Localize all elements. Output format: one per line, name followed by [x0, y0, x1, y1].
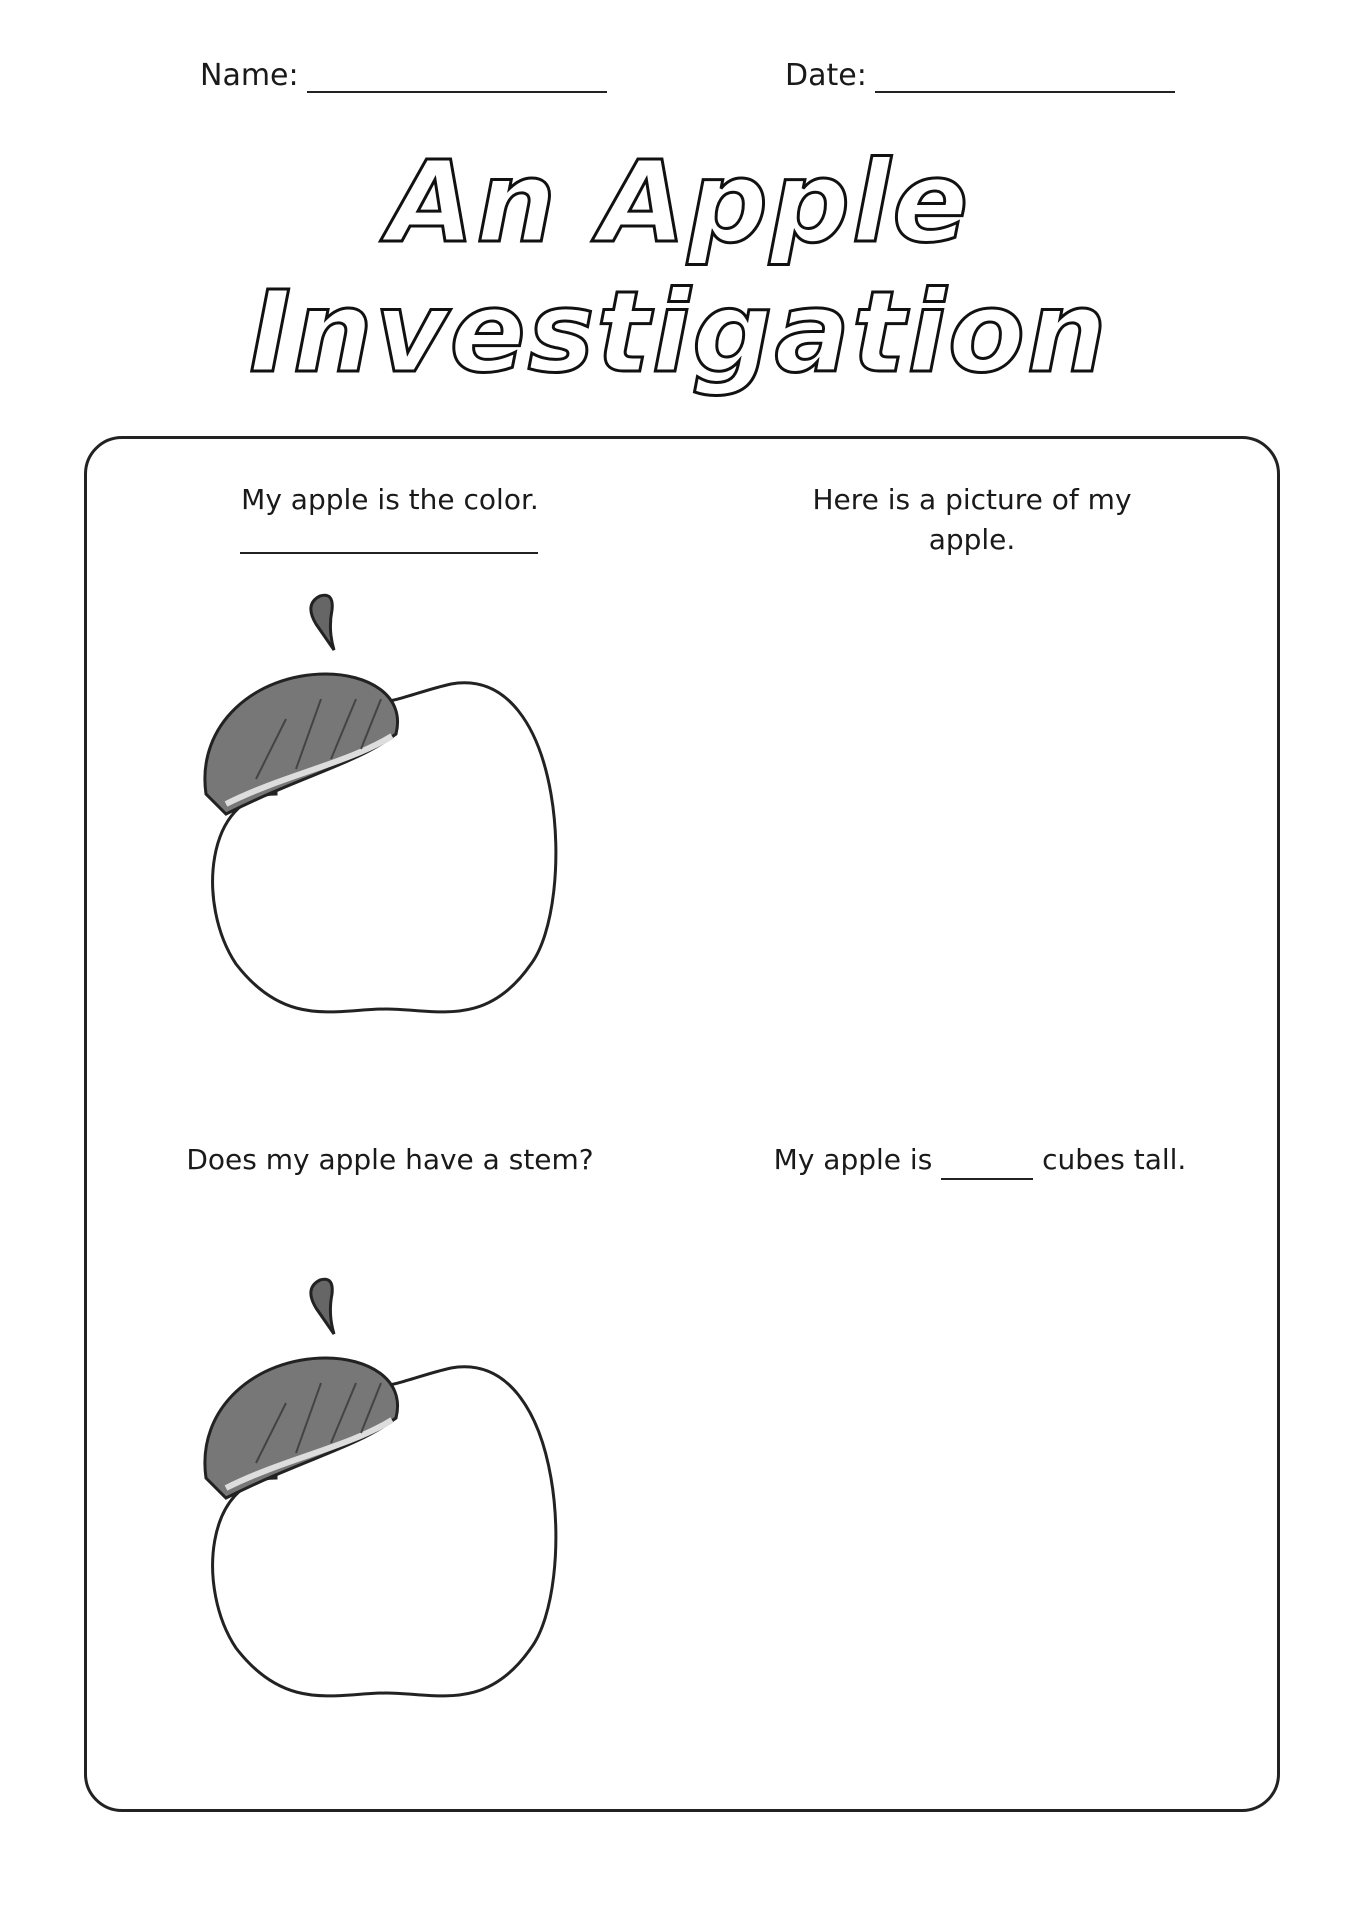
- apple-with-leaf-icon: [196, 584, 576, 1014]
- cubes-blank[interactable]: [941, 1152, 1033, 1180]
- title-line-2: Investigation: [249, 268, 1109, 398]
- date-field[interactable]: [785, 58, 1175, 93]
- date-line[interactable]: [875, 63, 1175, 93]
- prompt-color: My apple is the color.: [241, 483, 539, 516]
- name-label: Name:: [200, 58, 299, 93]
- prompt-cubes-after: cubes tall.: [1042, 1143, 1187, 1176]
- name-line[interactable]: [307, 63, 607, 93]
- prompt-stem: Does my apple have a stem?: [186, 1143, 594, 1176]
- date-label: Date:: [785, 58, 867, 93]
- prompt-cubes: [760, 1140, 1200, 1180]
- apple-with-leaf-icon: [196, 1268, 576, 1698]
- color-answer-line[interactable]: [240, 552, 538, 554]
- prompt-cubes-before: My apple is: [773, 1143, 933, 1176]
- name-field[interactable]: [200, 58, 607, 93]
- prompt-picture: Here is a picture of my apple.: [812, 483, 1132, 556]
- title-line-1: An Apple: [387, 138, 971, 268]
